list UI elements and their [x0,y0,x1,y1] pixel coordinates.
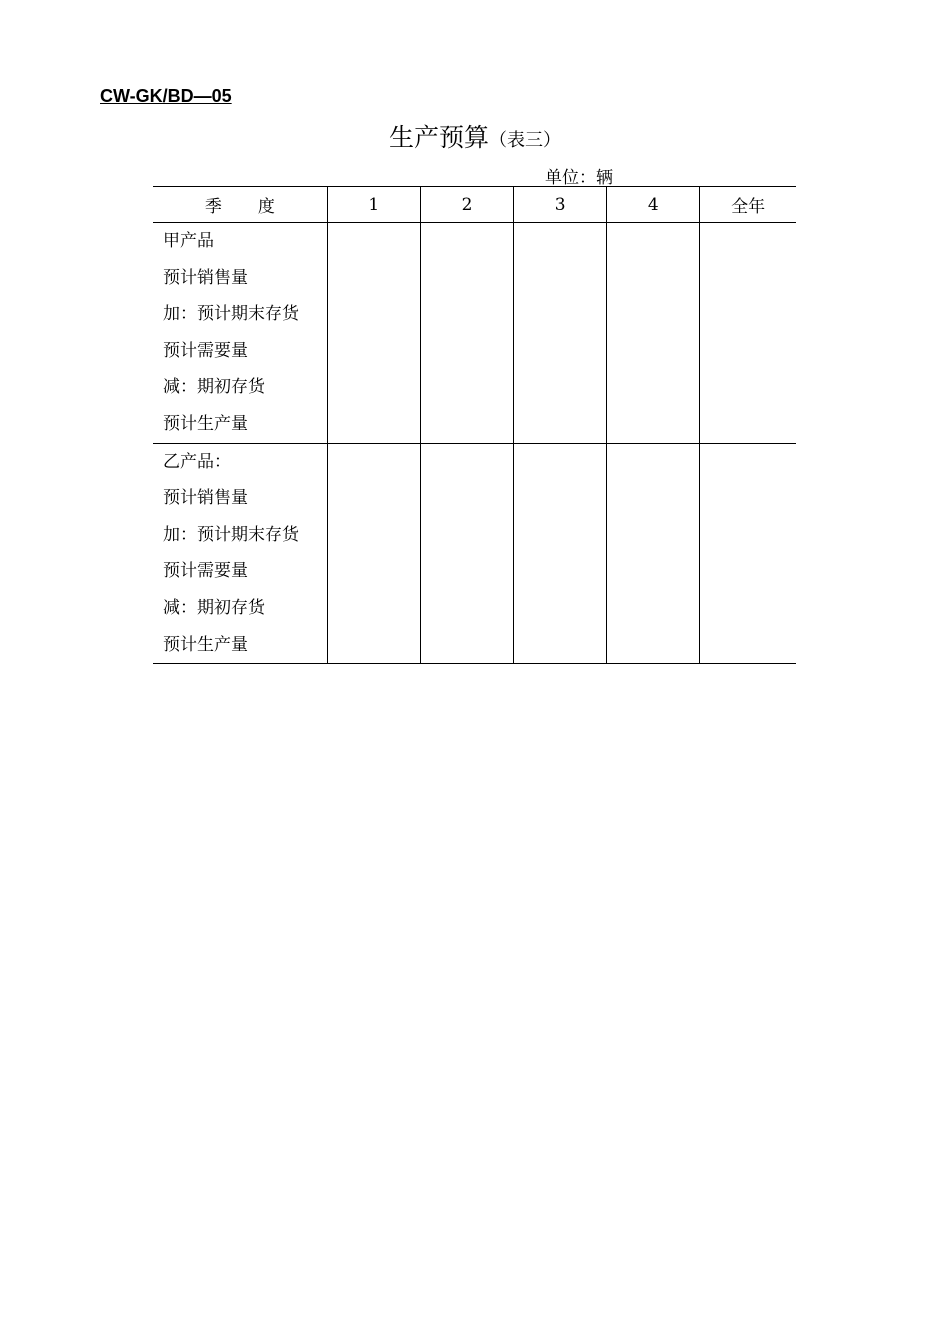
table-row-product-a [153,223,796,444]
cell-product-a-year [700,223,796,444]
unit-label: 单位：辆 [545,168,613,188]
table-row-product-b [153,443,796,664]
document-code: CW-GK/BD—05 [100,86,232,106]
header-quarter-3: 3 [514,187,607,223]
row-label: 乙产品： [163,451,231,472]
row-label: 预计需要量 [163,561,248,582]
cell-product-a-q4 [607,223,700,444]
row-label: 预计生产量 [163,634,248,655]
header-quarter-2: 2 [420,187,513,223]
header-season-char1: 季 [204,197,222,217]
row-label: 预计销售量 [163,267,248,288]
cell-product-b-q2 [420,443,513,664]
cell-product-a-q2 [420,223,513,444]
header-season [153,187,327,223]
cell-product-a-q3 [514,223,607,444]
row-label: 加：预计期末存货 [163,524,299,545]
row-labels-product-a [153,223,327,444]
production-budget-table [153,186,796,664]
row-label: 甲产品 [163,231,214,251]
cell-product-b-q3 [514,443,607,664]
row-label: 预计生产量 [163,413,248,434]
cell-product-b-year [700,443,796,664]
header-season-char2: 度 [257,197,275,217]
row-label: 预计需要量 [163,340,248,361]
row-label: 减：期初存货 [163,597,265,618]
header-quarter-4: 4 [607,187,700,223]
page-title [0,118,950,154]
row-label: 预计销售量 [163,488,248,509]
header-full-year: 全年 [700,187,796,223]
cell-product-b-q4 [607,443,700,664]
row-labels-product-b [153,443,327,664]
title-main: 生产预算 [388,123,489,152]
title-sub: （表三） [489,130,561,151]
table-header-row [153,187,796,223]
cell-product-b-q1 [327,443,420,664]
row-label: 减：期初存货 [163,377,265,398]
header-quarter-1: 1 [327,187,420,223]
row-label: 加：预计期末存货 [163,304,299,325]
cell-product-a-q1 [327,223,420,444]
